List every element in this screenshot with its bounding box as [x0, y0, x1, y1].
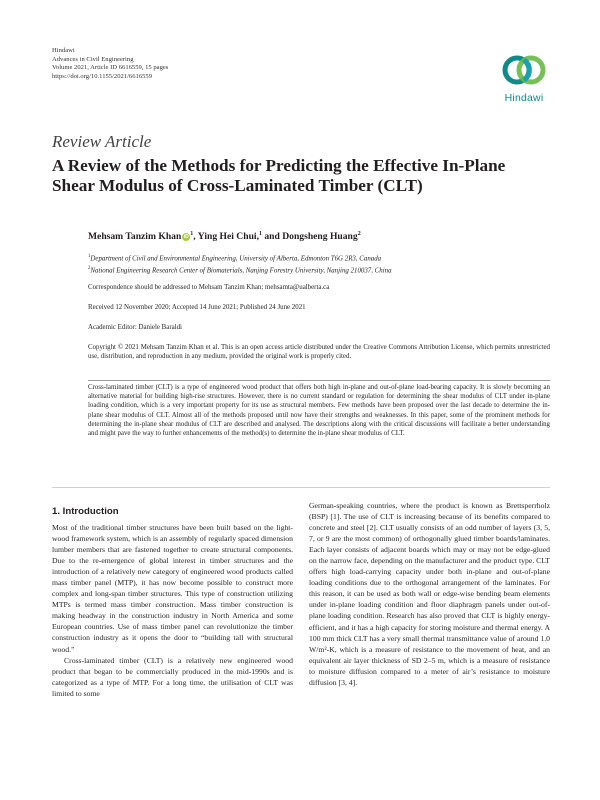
publisher-name: Hindawi — [52, 47, 75, 54]
author-name[interactable]: Ying Hei Chui, — [197, 231, 259, 243]
author-affiliation-mark: 2 — [357, 231, 361, 237]
journal-meta — [52, 47, 168, 81]
author-name[interactable]: Dongsheng Huang — [282, 231, 358, 243]
author-list: Mehsam Tanzim Khan $iD^1$, Ying Hei Chui,$^1$ and Dongsheng Huang$^2$ — [88, 231, 361, 243]
section-heading: 1. Introduction — [52, 506, 119, 517]
body-column-right — [309, 500, 550, 688]
doi-link[interactable]: https://doi.org/10.1155/2021/6616559 — [52, 72, 153, 80]
author-name[interactable]: Mehsam Tanzim Khan — [88, 231, 182, 243]
paper-title: A Review of the Methods for Predicting the Effective In-Plane Shear Modulus of Cross-Laminated Timber (CLT) — [52, 156, 506, 195]
publication-dates: Received 12 November 2020; Accepted 14 June 2021; Published 24 June 2021 — [88, 304, 306, 311]
academic-editor: Academic Editor: Daniele Baraldi — [88, 324, 182, 331]
journal-name: Advances in Civil Engineering — [52, 55, 134, 63]
author-affiliation-mark: 1 — [258, 231, 262, 237]
affiliation: $^2$National Engineering Research Center of Biomaterials, Nanjing Forestry University, Nanjing 210037, China — [88, 265, 392, 274]
paragraph: Cross-laminated timber (CLT) is a relatively new engineered wood product that began to be commercially produced in the mid-1990s and is categorized as a type of MTP. For a long time, the utilisation of CLT was limited to some — [52, 655, 293, 698]
hindawi-logo — [491, 50, 557, 108]
section-divider — [52, 487, 550, 488]
paragraph: Most of the traditional timber structures have been built based on the light-wood framework system, which is an assembly of regularly spaced dimension lumber members that are fastened together to create structural components. Due to the re-emergence of global interest in timber structures and the introduction of a relatively new category of engineered wood products called mass timber panel (MTP), it has now become possible to construct more complex and long-span timber structures. This type of construction utilizing MTPs is termed mass timber construction. Mass timber construction is making headway in the construction industry in North America and some European countries. Use of mass timber panel can revolutionize the timber construction industry as it opens the door to “building tall with structural wood.” — [52, 523, 293, 654]
hindawi-logo-icon — [501, 50, 547, 90]
correspondence: Correspondence should be addressed to Mehsam Tanzim Khan; mehsamta@ualberta.ca — [88, 284, 330, 291]
orcid-icon[interactable]: iD — [183, 234, 189, 241]
author-affiliation-mark: 1 — [190, 231, 194, 237]
affiliation: $^1$Department of Civil and Environmental Engineering, University of Alberta, Edmonton T6G 2R3, Canada — [88, 254, 382, 263]
paragraph: German-speaking countries, where the product is known as Brettsperrholz (BSP) [1]. The use of CLT is increasing because of its benefits compared to concrete and steel [2]. CLT usually consists of an odd number of layers (3, 5, 7, or 9 are the most common) of orthogonally glued timber boards/laminates. Each layer consists of adjacent boards which may or may not be edge-glued on the narrow face, depending on the manufacturer and the product type. CLT offers high load-carrying capacity under both in-plane and out-of-plane loading conditions due to the orthogonal arrangement of the laminates. For this reason, it can be used as both wall or edge-wise bending beam elements under in-plane loading condition and floor diaphragm panels under out-of-plane loading condition. Research has also proved that CLT is highly energy-efficient, and it has a high capacity for storing moisture and thermal energy. A 100 mm thick CLT has a very small thermal transmittance value of around 1.0 W/m²-K, which is a measure of resistance to the movement of heat, and an equivalent air layer thickness of SD 2–5 m, which is a measure of resistance to moisture diffusion compared to a meter of air’s resistance to moisture diffusion [3, 4]. — [309, 501, 550, 687]
abstract: Cross-laminated timber (CLT) is a type of engineered wood product that offers both high in-plane and out-of-plane load-bearing capacity. It is slowly becoming an alternative material for building high-rise structures. However, there is no current standard or regulation for determining the shear modulus of CLT under in-plane loading condition, which is a very important property for its use as structural members. Few methods have been proposed over the last decade to determine the in-plane shear modulus of CLT. Almost all of the methods proposed until now have their strengths and weaknesses. In this paper, some of the prominent methods for determining the in-plane shear modulus of CLT are described and analysed. The descriptions along with the critical discussions will facilitate a better understanding and might pave the way to further enhancements of the method(s) to determine the in-plane shear modulus of CLT. — [88, 380, 550, 438]
body-column-left — [52, 522, 293, 699]
article-type: Review Article — [52, 132, 152, 151]
copyright-notice: Copyright © 2021 Mehsam Tanzim Khan et al. This is an open access article distributed under the Creative Commons Attribution License, which permits unrestricted use, distribution, and reproduction in any medium, provided the original work is properly cited. — [88, 344, 550, 361]
affiliations — [88, 252, 550, 275]
logo-wordmark: Hindawi — [504, 92, 544, 104]
volume-line: Volume 2021, Article ID 6616559, 15 pages — [52, 64, 169, 72]
